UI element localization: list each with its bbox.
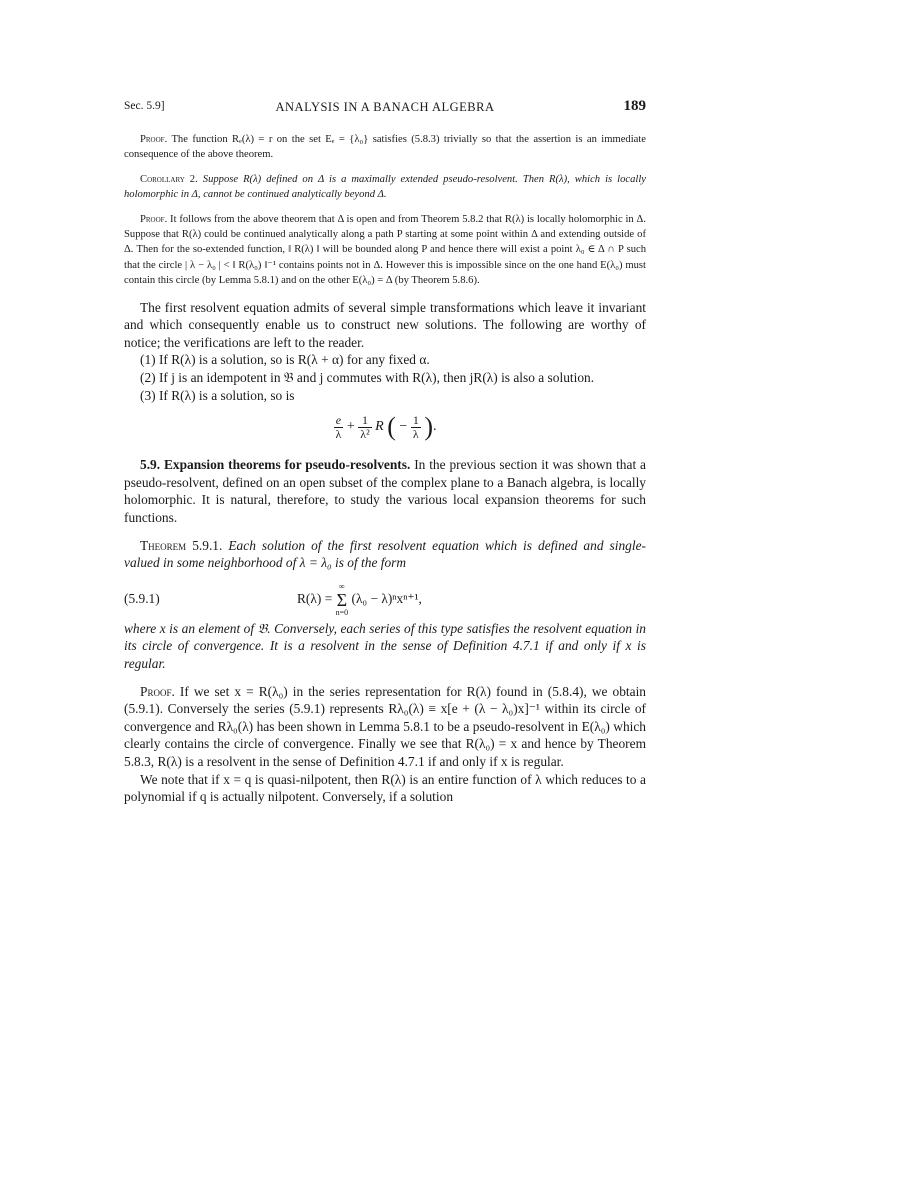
corollary-2 bbox=[124, 172, 646, 203]
list-item-2: (2) If j is an idempotent in 𝔅 and j commutes with R(λ), then jR(λ) is also a solution. bbox=[140, 370, 595, 386]
equation-5-9-1 bbox=[124, 581, 646, 617]
corollary-label: Corollary 2. bbox=[140, 173, 198, 185]
section-title: 5.9. Expansion theorems for pseudo-resolvents. bbox=[140, 457, 411, 473]
final-paragraph: We note that if x = q is quasi-nilpotent, then R(λ) is an entire function of λ which reduces to a polynomial if q is actually nilpotent. Conversely, if a solution bbox=[124, 771, 646, 805]
minus-sign: − bbox=[399, 419, 408, 435]
left-paren: ( bbox=[387, 412, 396, 442]
theorem-continuation: where x is an element of 𝔅. Conversely, each series of this type satisfies the resolvent equation in its circle of convergence. It is a resolvent in the sense of Definition 4.7.1 if and only if x is regular. bbox=[124, 620, 646, 671]
page-number: 189 bbox=[623, 98, 646, 114]
fraction-one-over-lambda: $\frac{1}{\lambda}$ bbox=[412, 412, 419, 441]
section-5-9-paragraph bbox=[124, 456, 646, 526]
equation-label: (5.9.1) bbox=[124, 590, 160, 606]
equation-lhs: R(λ) = bbox=[297, 590, 333, 606]
corollary-text: Suppose R(λ) defined on Δ is a maximally extended pseudo-resolvent. Then R(λ), which is locally holomorphic in Δ, cannot be continued analytically beyond Δ. bbox=[124, 173, 646, 201]
equation-series: (λ₀ − λ)ⁿxⁿ⁺¹, bbox=[351, 590, 422, 606]
fraction-one-over-lambda-squared: $\frac{1}{\text{λ²}}$ bbox=[360, 412, 370, 441]
book-page bbox=[124, 98, 646, 806]
proof-text: If we set x = R(λ₀) in the series representation for R(λ) found in (5.8.4), we obtain (5.9.1). Conversely the series (5.9.1) represents Rλ₀(λ) ≡ x[e + (λ − λ₀)x]⁻¹ within its circle of convergence and Rλ₀(λ) has been shown in Lemma 5.8.1 to be a pseudo-resolvent in E(λ₀) which clearly contains the circle of convergence. Finally we see that R(λ₀) = x and hence by Theorem 5.8.3, R(λ) is a resolvent in the sense of Definition 4.7.1 if and only if x is regular. bbox=[124, 683, 646, 769]
running-header bbox=[124, 98, 646, 116]
equation-body bbox=[297, 582, 422, 618]
fraction-e-over-lambda: $\frac{e}{\lambda}$ bbox=[335, 412, 342, 441]
transformations-paragraph: The first resolvent equation admits of several simple transformations which leave it invariant and which consequently enable us to construct new solutions. The following are worthy of notice; the verifications are left to the reader. bbox=[124, 299, 646, 350]
proof-paragraph-1 bbox=[124, 132, 646, 163]
transformation-formula bbox=[124, 412, 646, 448]
proof-paragraph-3 bbox=[124, 683, 646, 771]
proof-label: Proof. bbox=[140, 134, 168, 145]
plus-sign: + bbox=[346, 419, 355, 435]
section-text: In the previous section it was shown that a pseudo-resolvent, defined on an open subset of the complex plane to a Banach algebra, is locally holomorphic. It is natural, therefore, to study the various local expansion theorems for such functions. bbox=[124, 457, 646, 525]
resolvent-symbol: R bbox=[375, 419, 384, 435]
theorem-text: Each solution of the first resolvent equation which is defined and single-valued in some neighborhood of λ = λ₀ is of the form bbox=[124, 537, 646, 571]
theorem-5-9-1 bbox=[124, 537, 646, 572]
right-paren: ) bbox=[424, 412, 433, 442]
proof-label: Proof. bbox=[140, 213, 168, 225]
proof-paragraph-2 bbox=[124, 212, 646, 289]
formula-period: . bbox=[432, 419, 437, 435]
list-item-1: (1) If R(λ) is a solution, so is R(λ + α) for any fixed α. bbox=[140, 352, 430, 368]
proof-text: The function Rₑ(λ) = r on the set Eₑ = {λ₀} satisfies (5.8.3) trivially so that the assertion is an immediate consequence of the above theorem. bbox=[124, 134, 646, 161]
chapter-title: ANALYSIS IN A BANACH ALGEBRA bbox=[275, 100, 495, 114]
list-item-3: (3) If R(λ) is a solution, so is bbox=[140, 387, 295, 403]
summation-symbol: ∞ Σ n=0 bbox=[335, 581, 349, 617]
proof-label: Proof. bbox=[140, 683, 175, 699]
proof-text: It follows from the above theorem that Δ is open and from Theorem 5.8.2 that R(λ) is locally holomorphic in Δ. Suppose that R(λ) could be continued analytically along a path P starting at some point within Δ and extending outside of Δ. Then for the so-extended function, ‖ R(λ) ‖ will be bounded along P and hence there will exist a point λ₀ ∈ Δ ∩ P such that the circle | λ − λ₀ | < ‖ R(λ₀) ‖⁻¹ contains points not in Δ. However this is impossible since on the one hand E(λ₀) must contain this circle (by Lemma 5.8.1) and on the other E(λ₀) = Δ (by Theorem 5.8.6). bbox=[124, 213, 646, 287]
theorem-label: Theorem 5.9.1. bbox=[140, 537, 223, 553]
section-reference: Sec. 5.9] bbox=[124, 100, 165, 112]
